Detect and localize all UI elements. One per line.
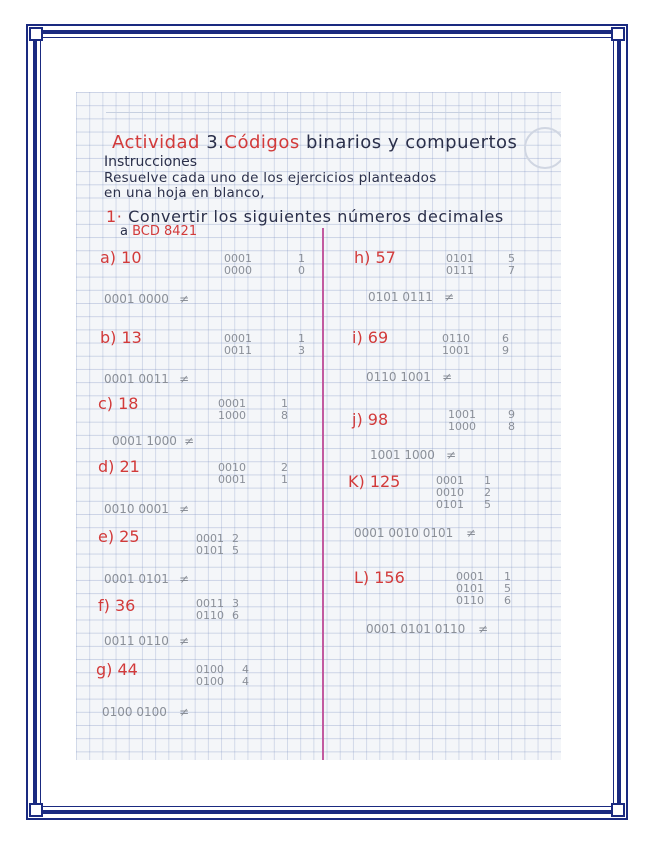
bin-row: 1001 [442,344,470,357]
exercise-label: e) 25 [98,527,140,546]
bin-row: 0110 [442,332,470,345]
exercise-label: b) 13 [100,328,142,347]
dec-row: 2 [484,486,491,499]
bin-row: 0010 [436,486,464,499]
bin-row: 0001 [218,473,246,486]
bin-row: 0001 [218,397,246,410]
dec-row: 1 [298,332,305,345]
dec-row: 5 [504,582,511,595]
bin-row: 0001 [224,332,252,345]
bin-row: 0101 [446,252,474,265]
dec-row: 3 [298,344,305,357]
bin-row: 0101 [436,498,464,511]
bin-row: 0010 [218,461,246,474]
exercise-label: d) 21 [98,457,140,476]
title-rest: binarios y compuertos [305,132,518,153]
title-word-codes: Códigos [224,132,300,153]
check-mark: ≠ [179,372,190,386]
bin-row: 1000 [448,420,476,433]
column-divider [322,228,324,760]
bin-row: 0001 [196,532,224,545]
bin-row: 0000 [224,264,252,277]
dec-row: 2 [281,461,288,474]
dec-row: 1 [281,397,288,410]
check-mark: ≠ [444,290,455,304]
check-mark: ≠ [442,370,453,384]
result: 0011 0110 [104,634,169,648]
exercise-label: h) 57 [354,248,396,267]
result: 1001 1000 [370,448,435,462]
frame-corner-tr [611,27,625,41]
bin-row: 0110 [456,594,484,607]
result: 0001 0011 [104,372,169,386]
dec-row: 2 [232,532,239,545]
dec-row: 3 [232,597,239,610]
task-prefix: a [120,224,128,239]
bin-row: 0001 [224,252,252,265]
check-mark: ≠ [478,622,489,636]
instructions-line2: en una hoja en blanco, [104,185,265,201]
result: 0001 0101 [104,572,169,586]
bin-row: 0011 [224,344,252,357]
bin-row: 0101 [196,544,224,557]
result: 0100 0100 [102,705,167,719]
check-mark: ≠ [179,705,190,719]
frame-corner-bl [29,803,43,817]
bin-row: 0100 [196,675,224,688]
activity-title [112,132,517,153]
dec-row: 5 [232,544,239,557]
dec-row: 1 [504,570,511,583]
dec-row: 4 [242,663,249,676]
bin-row: 0110 [196,609,224,622]
exercise-label: L) 156 [354,568,405,587]
task-line2 [120,224,197,239]
instructions-line1: Resuelve cada uno de los ejercicios planteados [104,170,437,186]
dec-row: 5 [508,252,515,265]
dec-row: 4 [242,675,249,688]
result: 0101 0111 [368,290,433,304]
result: 0001 1000 [112,434,177,448]
bin-row: 0001 [436,474,464,487]
result: 0001 0010 0101 [354,526,454,540]
header-line [106,112,551,113]
dec-row: 7 [508,264,515,277]
exercise-label: K) 125 [348,472,401,491]
dec-row: 1 [484,474,491,487]
stamp-logo [524,127,561,169]
dec-row: 9 [502,344,509,357]
check-mark: ≠ [446,448,457,462]
frame-corner-tl [29,27,43,41]
check-mark: ≠ [179,292,190,306]
dec-row: 1 [298,252,305,265]
check-mark: ≠ [466,526,477,540]
task-number: 1· [106,207,123,226]
task-text: Convertir los siguientes números decimales [128,207,504,226]
bin-row: 0100 [196,663,224,676]
dec-row: 8 [281,409,288,422]
instructions-heading: Instrucciones [104,154,198,170]
dec-row: 1 [281,473,288,486]
dec-row: 8 [508,420,515,433]
notebook-sheet [76,92,561,760]
result: 0010 0001 [104,502,169,516]
title-number: 3. [206,132,225,153]
frame-corner-br [611,803,625,817]
result: 0001 0000 [104,292,169,306]
dec-row: 0 [298,264,305,277]
dec-row: 6 [502,332,509,345]
bin-row: 0101 [456,582,484,595]
exercise-label: j) 98 [352,410,389,429]
exercise-label: c) 18 [98,394,139,413]
result: 0110 1001 [366,370,431,384]
exercise-label: a) 10 [100,248,142,267]
dec-row: 5 [484,498,491,511]
bin-row: 0111 [446,264,474,277]
bin-row: 1000 [218,409,246,422]
dec-row: 9 [508,408,515,421]
check-mark: ≠ [179,634,190,648]
exercise-label: f) 36 [98,596,136,615]
exercise-label: i) 69 [352,328,389,347]
check-mark: ≠ [179,502,190,516]
task-code: BCD 8421 [132,224,198,239]
title-word-activity: Actividad [112,132,200,153]
dec-row: 6 [232,609,239,622]
exercise-label: g) 44 [96,660,138,679]
bin-row: 1001 [448,408,476,421]
bin-row: 0001 [456,570,484,583]
bin-row: 0011 [196,597,224,610]
check-mark: ≠ [179,572,190,586]
check-mark: ≠ [184,434,195,448]
dec-row: 6 [504,594,511,607]
result: 0001 0101 0110 [366,622,466,636]
